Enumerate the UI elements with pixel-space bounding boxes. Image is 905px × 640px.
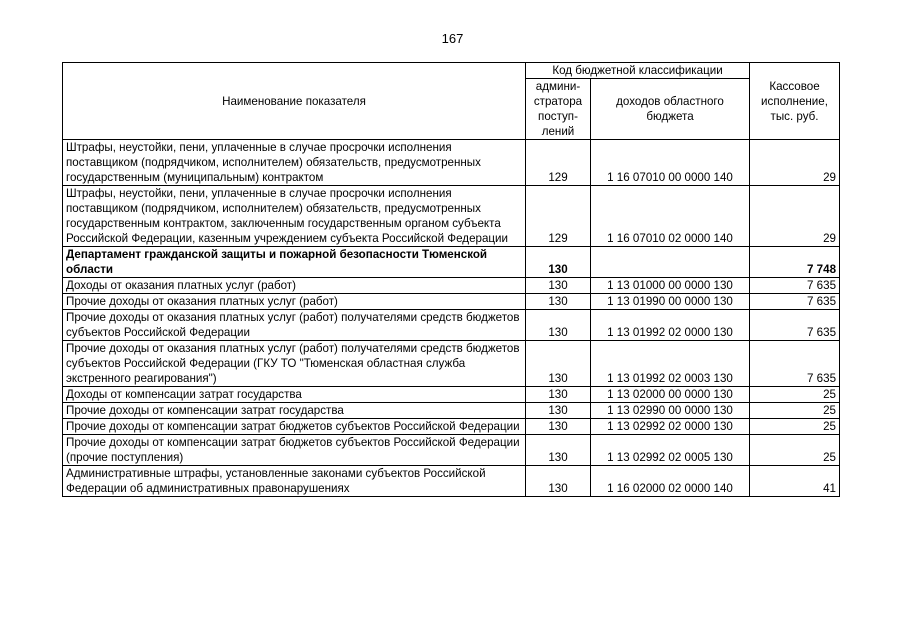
table-row [63,435,840,466]
row-admin-code: 130 [526,247,591,278]
row-admin-code: 130 [526,294,591,310]
row-amount: 7 635 [750,341,840,387]
row-name: Прочие доходы от оказания платных услуг (работ) получателями средств бюджетов субъектов Российской Федерации [63,310,526,341]
row-amount: 7 635 [750,310,840,341]
row-amount: 25 [750,419,840,435]
row-amount: 7 635 [750,294,840,310]
table-row [63,294,840,310]
row-name: Штрафы, неустойки, пени, уплаченные в случае просрочки исполнения поставщиком (подрядчиком, исполнителем) обязательств, предусмотренных государственным (муниципальным) контрактом [63,140,526,186]
row-revenue-code: 1 13 02992 02 0000 130 [591,419,750,435]
table-row [63,278,840,294]
row-admin-code: 130 [526,310,591,341]
header-amount: Кассовое исполнение, тыс. руб. [750,63,840,140]
header-name: Наименование показателя [63,63,526,140]
row-amount: 7 748 [750,247,840,278]
row-revenue-code: 1 13 02990 00 0000 130 [591,403,750,419]
table-row [63,466,840,497]
row-revenue-code: 1 13 01992 02 0000 130 [591,310,750,341]
row-name: Прочие доходы от оказания платных услуг (работ) получателями средств бюджетов субъектов Российской Федерации (ГКУ ТО "Тюменская областная служба экстренного реагирования") [63,341,526,387]
row-admin-code: 129 [526,186,591,247]
row-revenue-code: 1 13 02992 02 0005 130 [591,435,750,466]
table-row [63,403,840,419]
row-admin-code: 130 [526,387,591,403]
table-row [63,247,840,278]
row-revenue-code: 1 16 07010 02 0000 140 [591,186,750,247]
row-amount: 29 [750,140,840,186]
row-admin-code: 130 [526,341,591,387]
row-revenue-code: 1 13 02000 00 0000 130 [591,387,750,403]
header-code-group: Код бюджетной классификации [526,63,750,79]
row-name: Административные штрафы, установленные законами субъектов Российской Федерации об административных правонарушениях [63,466,526,497]
table-body [63,140,840,497]
row-amount: 25 [750,435,840,466]
row-revenue-code: 1 16 02000 02 0000 140 [591,466,750,497]
row-name: Прочие доходы от компенсации затрат бюджетов субъектов Российской Федерации [63,419,526,435]
table-row [63,341,840,387]
row-name: Прочие доходы от оказания платных услуг (работ) [63,294,526,310]
row-name: Штрафы, неустойки, пени, уплаченные в случае просрочки исполнения поставщиком (подрядчиком, исполнителем) обязательств, предусмотренных государственным контрактом, заключенным государственным органом субъекта Российской Федерации, казенным учреждением субъекта Российской Федерации [63,186,526,247]
row-amount: 41 [750,466,840,497]
row-amount: 29 [750,186,840,247]
row-name: Прочие доходы от компенсации затрат бюджетов субъектов Российской Федерации (прочие поступления) [63,435,526,466]
row-amount: 7 635 [750,278,840,294]
row-admin-code: 130 [526,419,591,435]
header-revenue: доходов областного бюджета [591,79,750,140]
row-amount: 25 [750,387,840,403]
table-row [63,186,840,247]
table-row [63,387,840,403]
row-revenue-code: 1 13 01990 00 0000 130 [591,294,750,310]
table-row [63,310,840,341]
row-revenue-code: 1 13 01992 02 0003 130 [591,341,750,387]
row-amount: 25 [750,403,840,419]
row-name: Прочие доходы от компенсации затрат государства [63,403,526,419]
row-admin-code: 130 [526,466,591,497]
table-row [63,140,840,186]
row-name: Департамент гражданской защиты и пожарной безопасности Тюменской области [63,247,526,278]
table-header [63,63,840,140]
row-revenue-code [591,247,750,278]
header-admin: админи-стратора поступ-лений [526,79,591,140]
row-admin-code: 130 [526,278,591,294]
row-name: Доходы от оказания платных услуг (работ) [63,278,526,294]
page-number: 167 [441,31,464,46]
budget-table [62,62,840,497]
row-revenue-code: 1 13 01000 00 0000 130 [591,278,750,294]
row-admin-code: 130 [526,403,591,419]
row-name: Доходы от компенсации затрат государства [63,387,526,403]
row-admin-code: 129 [526,140,591,186]
row-admin-code: 130 [526,435,591,466]
table-row [63,419,840,435]
row-revenue-code: 1 16 07010 00 0000 140 [591,140,750,186]
